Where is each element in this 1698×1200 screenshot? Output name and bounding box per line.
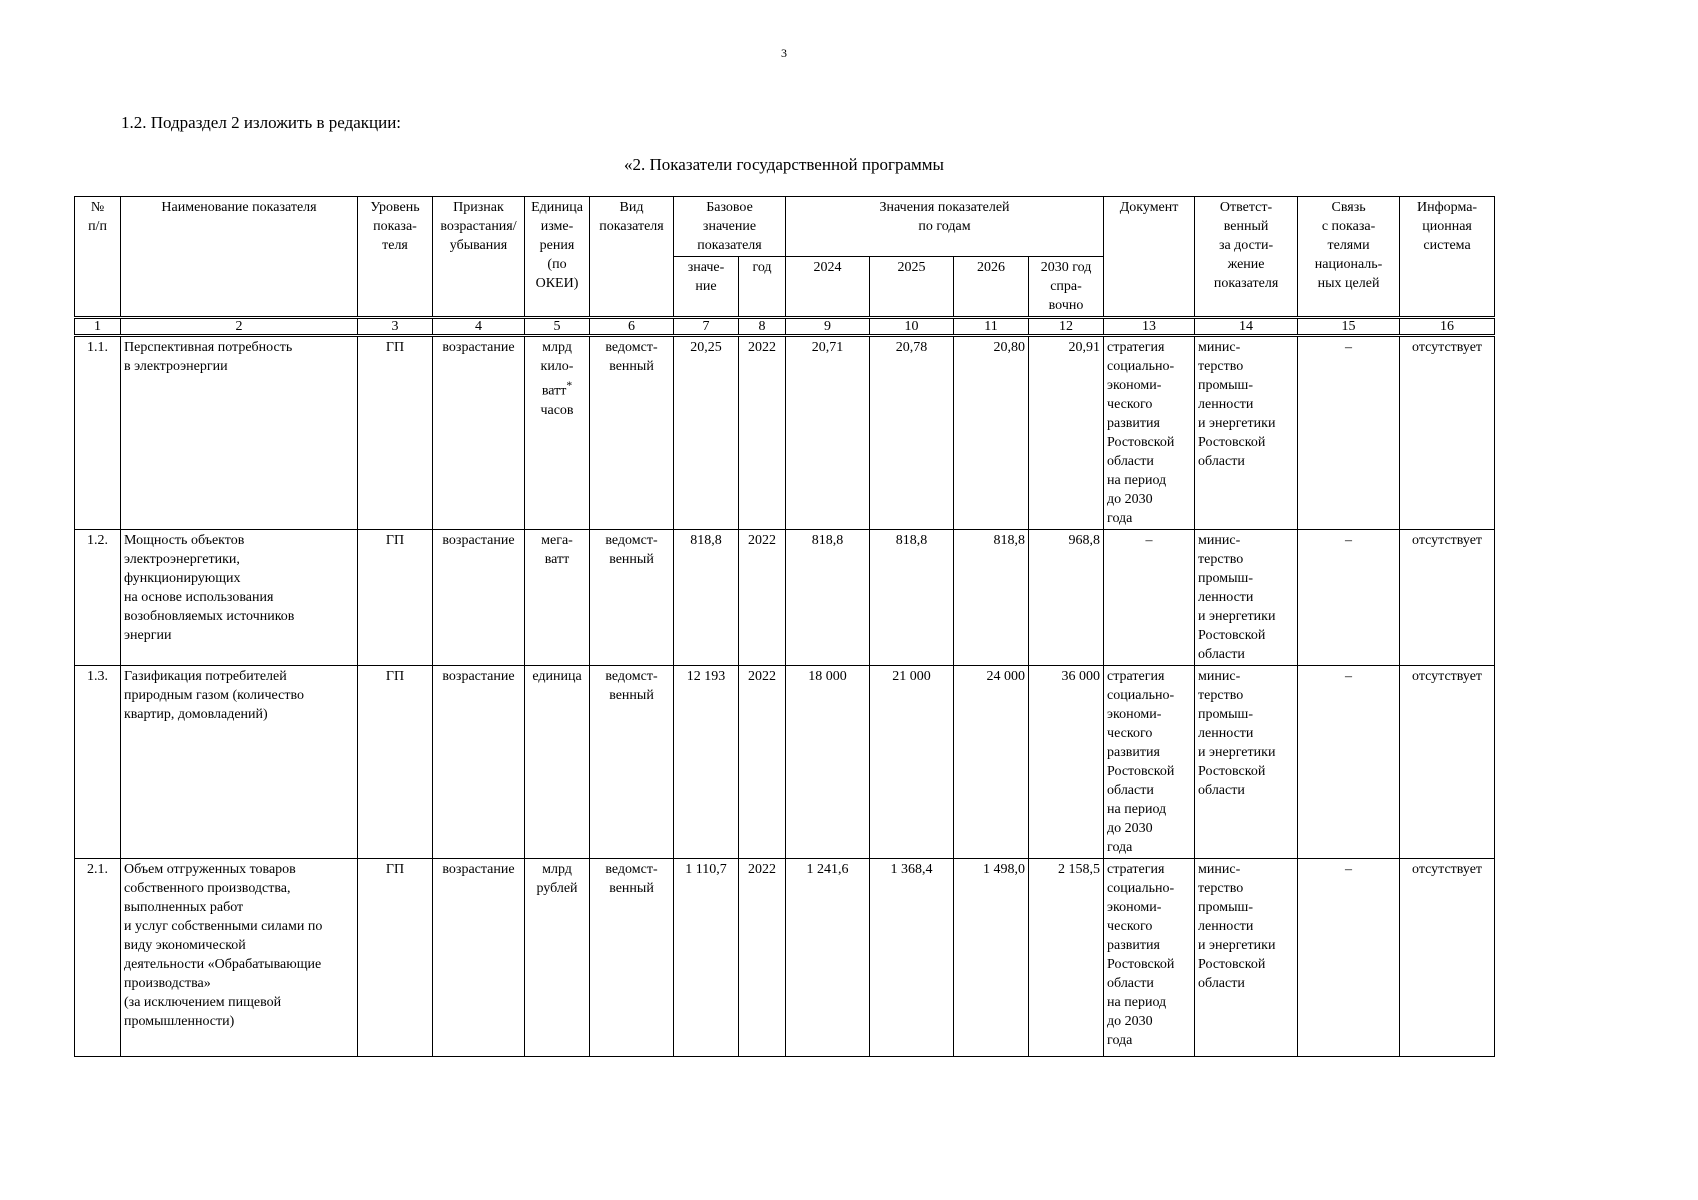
indicator-sign: возрастание: [433, 530, 525, 666]
header-document: Документ: [1104, 197, 1195, 318]
national-goal-link: –: [1298, 530, 1400, 666]
row-number: 1.2.: [75, 530, 121, 666]
national-goal-link: –: [1298, 859, 1400, 1057]
indicator-unit: млрд рублей: [525, 859, 590, 1057]
value-2024: 1 241,6: [786, 859, 870, 1057]
header-year-2025: 2025: [870, 257, 954, 318]
column-number: 2: [121, 318, 358, 336]
row-number: 1.1.: [75, 336, 121, 530]
value-2030: 968,8: [1029, 530, 1104, 666]
header-link: Связь с показа- телями националь- ных целей: [1298, 197, 1400, 318]
column-number: 8: [739, 318, 786, 336]
section-caption: «2. Показатели государственной программы: [624, 155, 944, 174]
column-number: 12: [1029, 318, 1104, 336]
value-2025: 1 368,4: [870, 859, 954, 1057]
value-2024: 818,8: [786, 530, 870, 666]
value-2030: 20,91: [1029, 336, 1104, 530]
info-system: отсутствует: [1400, 530, 1495, 666]
row-number: 2.1.: [75, 859, 121, 1057]
indicator-level: ГП: [358, 859, 433, 1057]
table-row: [75, 336, 1495, 530]
indicator-type: ведомст- венный: [590, 530, 674, 666]
header-info-system: Информа- ционная система: [1400, 197, 1495, 318]
header-values: Значения показателей по годам: [786, 197, 1104, 257]
responsible: минис- терство промыш- ленности и энергетики Ростовской области: [1195, 859, 1298, 1057]
amendment-intro: 1.2. Подраздел 2 изложить в редакции:: [121, 113, 402, 132]
column-number: 11: [954, 318, 1029, 336]
value-2030: 36 000: [1029, 666, 1104, 859]
base-year: 2022: [739, 336, 786, 530]
indicator-unit: единица: [525, 666, 590, 859]
column-number: 13: [1104, 318, 1195, 336]
column-number: 10: [870, 318, 954, 336]
document: стратегия социально- экономи- ческого развития Ростовской области на период до 2030 года: [1104, 666, 1195, 859]
value-2025: 818,8: [870, 530, 954, 666]
column-number-row: [75, 318, 1495, 336]
header-base-year: год: [739, 257, 786, 318]
column-number: 1: [75, 318, 121, 336]
value-2030: 2 158,5: [1029, 859, 1104, 1057]
header-base-value: значе- ние: [674, 257, 739, 318]
indicator-name: Перспективная потребность в электроэнергии: [121, 336, 358, 530]
document: стратегия социально- экономи- ческого развития Ростовской области на период до 2030 года: [1104, 336, 1195, 530]
column-number: 15: [1298, 318, 1400, 336]
base-value: 818,8: [674, 530, 739, 666]
national-goal-link: –: [1298, 666, 1400, 859]
value-2026: 20,80: [954, 336, 1029, 530]
indicator-level: ГП: [358, 336, 433, 530]
header-year-2024: 2024: [786, 257, 870, 318]
value-2026: 818,8: [954, 530, 1029, 666]
indicator-name: Мощность объектов электроэнергетики, функционирующих на основе использования возобновляемых источников энергии: [121, 530, 358, 666]
indicator-level: ГП: [358, 530, 433, 666]
table-row: [75, 666, 1495, 859]
column-number: 14: [1195, 318, 1298, 336]
responsible: минис- терство промыш- ленности и энергетики Ростовской области: [1195, 336, 1298, 530]
footnote-mark: *: [566, 379, 573, 392]
responsible: минис- терство промыш- ленности и энергетики Ростовской области: [1195, 530, 1298, 666]
column-number: 4: [433, 318, 525, 336]
column-number: 6: [590, 318, 674, 336]
column-number: 9: [786, 318, 870, 336]
indicator-type: ведомст- венный: [590, 666, 674, 859]
header-unit: Единица изме- рения (по ОКЕИ): [525, 197, 590, 318]
indicator-sign: возрастание: [433, 336, 525, 530]
header-num: № п/п: [75, 197, 121, 318]
document: стратегия социально- экономи- ческого развития Ростовской области на период до 2030 года: [1104, 859, 1195, 1057]
indicator-unit: [525, 336, 590, 530]
column-number: 3: [358, 318, 433, 336]
indicators-table: [74, 196, 1495, 1057]
info-system: отсутствует: [1400, 336, 1495, 530]
value-2026: 1 498,0: [954, 859, 1029, 1057]
value-2024: 18 000: [786, 666, 870, 859]
info-system: отсутствует: [1400, 859, 1495, 1057]
value-2025: 21 000: [870, 666, 954, 859]
indicator-type: ведомст- венный: [590, 859, 674, 1057]
header-year-2026: 2026: [954, 257, 1029, 318]
indicator-unit: мега- ватт: [525, 530, 590, 666]
column-number: 5: [525, 318, 590, 336]
indicator-sign: возрастание: [433, 859, 525, 1057]
value-2024: 20,71: [786, 336, 870, 530]
base-value: 12 193: [674, 666, 739, 859]
base-year: 2022: [739, 530, 786, 666]
header-row-top: [75, 197, 1495, 257]
table-row: [75, 859, 1495, 1057]
header-name: Наименование показателя: [121, 197, 358, 318]
value-2026: 24 000: [954, 666, 1029, 859]
page-number: 3: [781, 46, 787, 60]
national-goal-link: –: [1298, 336, 1400, 530]
unit-tail: часов: [540, 402, 574, 418]
indicator-name: Газификация потребителей природным газом (количество квартир, домовладений): [121, 666, 358, 859]
indicator-sign: возрастание: [433, 666, 525, 859]
base-year: 2022: [739, 666, 786, 859]
table-row: [75, 530, 1495, 666]
base-value: 20,25: [674, 336, 739, 530]
indicator-type: ведомст- венный: [590, 336, 674, 530]
indicator-name: Объем отгруженных товаров собственного производства, выполненных работ и услуг собственными силами по виду экономической деятельности «Обрабатывающие производства» (за исключением пищевой промышленности): [121, 859, 358, 1057]
responsible: минис- терство промыш- ленности и энергетики Ростовской области: [1195, 666, 1298, 859]
header-responsible: Ответст- венный за дости- жение показателя: [1195, 197, 1298, 318]
unit-text: млрд кило- ватт: [540, 340, 574, 399]
base-year: 2022: [739, 859, 786, 1057]
header-sign: Признак возрастания/ убывания: [433, 197, 525, 318]
indicator-level: ГП: [358, 666, 433, 859]
base-value: 1 110,7: [674, 859, 739, 1057]
row-number: 1.3.: [75, 666, 121, 859]
document: –: [1104, 530, 1195, 666]
header-level: Уровень показа- теля: [358, 197, 433, 318]
column-number: 16: [1400, 318, 1495, 336]
header-type: Вид показателя: [590, 197, 674, 318]
header-base: Базовое значение показателя: [674, 197, 786, 257]
column-number: 7: [674, 318, 739, 336]
value-2025: 20,78: [870, 336, 954, 530]
info-system: отсутствует: [1400, 666, 1495, 859]
header-year-2030: 2030 год спра- вочно: [1029, 257, 1104, 318]
